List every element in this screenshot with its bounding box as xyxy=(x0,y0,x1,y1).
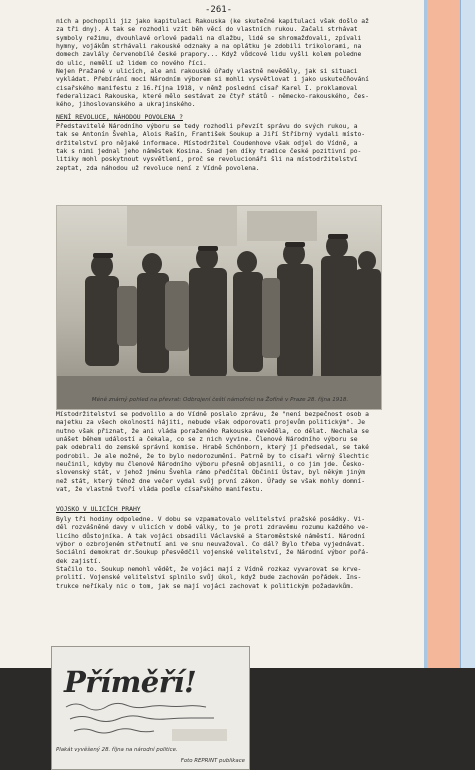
poster-title: Příměří! xyxy=(64,665,197,699)
paragraph-army: Byly tři hodiny odpoledne. V dobu se vzpamatovalo velitelství pražské posádky. Vi- děl rozvášněné davy v ulicích v době války, to je proti zdravému rozumu každého ve- licího důstojníka. A tak vojáci obsadili Václavské a Staroměstské náměstí. Národní výbor o ozbrojeném střetnutí ani ve snu neuvažoval. Co dál? Bylo třeba vyjednávat. Sociální demokrat dr.Soukup přesvědčil vojenské velitelství, že Národní výbor pořá- dek zajistí. Stačilo to. Soukup nemohl vědět, že vojáci mají z Vídně rozkaz vyvarovat se krve- prolití. Vojenské velitelství splnilo svůj úkol, když bude zachován pořádek. Ins- trukce neříkaly nic o tom, jak se mají vojáci zachovat k politickým požadavkům. xyxy=(56,516,369,590)
historical-photo xyxy=(56,205,382,410)
page-margin-red xyxy=(424,0,463,668)
poster-caption: Plakát vyvěšený 28. října na národní politice. xyxy=(56,747,178,753)
photo-caption: Méně známý pohled na převrat: Odbrojení čeští námořníci na Žofíně v Praze 28. října 1918. xyxy=(91,397,349,403)
paragraph-intro: nich a pochopili jiz jako kapitulaci Rakouska (ke skutečné kapitulaci však došlo až za tři dny). A tak se rozhodli vzít běh věcí do vlastních rukou. Začali strhávat symboly režimu, dvouhlavé orlové padali na dlažbu, lidé se shromažďovali, zpívali hymny, vojákům strhávali rakouské odznaky a na oplátku je zdobili trikolorami, na domech zavlály červenobílé české prapory... Když vůdcové lidu vyšli kolem poledne do ulic, nemělí už lidem co nového říci. Nejen Pražané v ulicích, ale ani rakouské úřady vlastně nevěděly, jak si situaci vykládat. Přebírání moci Národním výborem si mohli vysvětlovat i jako uskutečňování cisařského manifestu z 16.října 1918, v němž poslední císař Karel I. proklamoval federalizaci Rakouska, které mělo sestávat ze čtyř států - německo-rakouského, čes- kého, jihoslovanského a ukrajinského. xyxy=(56,18,369,109)
section-heading-revolution: NENÍ REVOLUCE, NÁHODOU POVOLENA ? xyxy=(56,113,183,121)
paragraph-national-committee: Představitelé Národního výboru se tedy rozhodli převzít správu do svých rukou, a tak se Antonín Švehla, Alois Rašín, František Soukup a Jiří Stříbrný vydali místo- držitelství pro nějaké informace. Místodržitel Coudenhove však odjel do Vídně, a tak s nimi jednal jeho náměstek Kosina. Snad jen díky tradice české pozitivní po- litiky mohl poskytnout vysvětlení, proč se revolucionáři šli na místodržitelství zeptat, zda náhodou už revoluce není z Vídně povolena. xyxy=(56,123,366,172)
page-number: -261- xyxy=(205,5,233,15)
armistice-poster xyxy=(51,646,250,770)
photo-illustration xyxy=(57,206,381,409)
page-margin-blue xyxy=(460,0,475,668)
section-heading-army: VOJSKO V ULICÍCH PRAHY xyxy=(56,505,141,513)
poster-credit: Foto REPRINT publikace xyxy=(180,758,245,764)
paragraph-governorate: Místodržitelství se podvolilo a do Vídně poslalo zprávu, že "není bezpečnost osob a majetku za všech okolností hájiti, nebude však odporovati projevům politickým". Je nutno však přiznat, že ani vláda poraženého Rakouska nevěděla, co dělat. Nechala se unášet během událostí a čekala, co se z nich vyvine. Členové Národního výboru se pak odebrali do zemské správní komise. Hrabě Schönborn, který jí předsedal, se také podrobil. Je ale možné, že to bylo nedorozumění. Patrně by to císaři věrný šlechtic neučinil, kdyby mu členové Národního výboru přesně objasnili, o co jim jde. Česko- slovenský stát, v jehož jménu Švehla rámo předčítal Občinií Ústav, byl někým jiným než stát, který téhož dne večer vydal svůj první zákon. Úřady se však mohly domní- vat, že vlastně tvoří vláda podle císařského manifestu. xyxy=(56,411,369,494)
